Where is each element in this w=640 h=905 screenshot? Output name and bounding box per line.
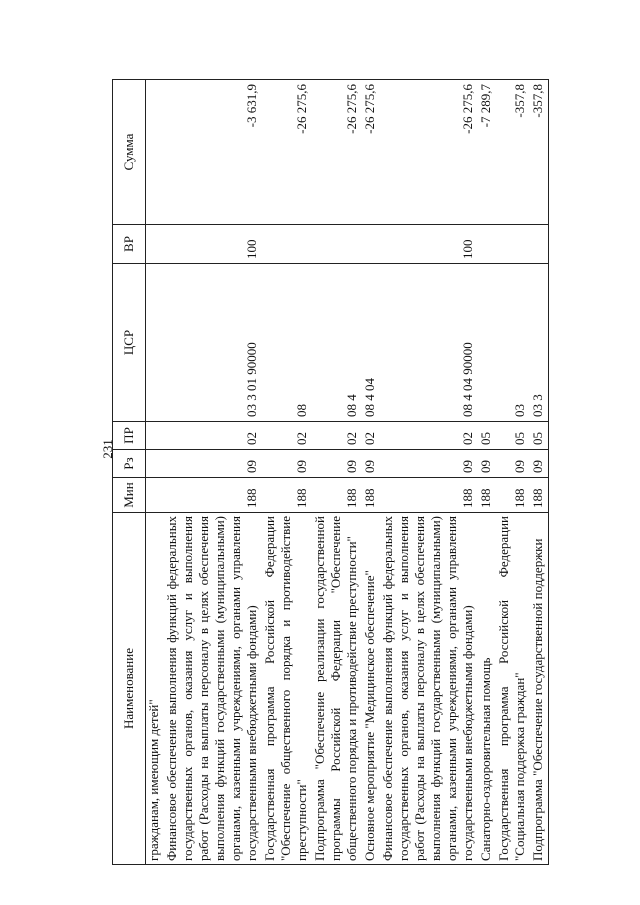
- row-name: Подпрограмма "Обеспечение реализации государственной программы Российской Федерации "Обеспечение общественного порядка и противодействие преступности": [312, 513, 362, 865]
- row-vr: [530, 225, 549, 264]
- row-csr: [478, 264, 496, 422]
- row-min: 188: [312, 478, 362, 513]
- row-pr: 05: [496, 422, 530, 450]
- row-name: гражданам, имеющим детей": [146, 513, 165, 865]
- row-sum: -3 631,9: [164, 80, 262, 225]
- row-csr: 08 4: [312, 264, 362, 422]
- row-rz: 09: [496, 450, 530, 478]
- row-vr: 100: [164, 225, 262, 264]
- row-min: 188: [362, 478, 380, 513]
- row-pr: [146, 422, 165, 450]
- row-min: 188: [530, 478, 549, 513]
- header-min: Мин: [113, 478, 146, 513]
- row-csr: 08: [262, 264, 312, 422]
- row-vr: [146, 225, 165, 264]
- row-csr: 03 3: [530, 264, 549, 422]
- row-csr: [146, 264, 165, 422]
- row-sum: [146, 80, 165, 225]
- table-row: [262, 80, 312, 865]
- row-sum: -26 275,6: [380, 80, 478, 225]
- table-row: [164, 80, 262, 865]
- row-name: Подпрограмма "Обеспечение государственной поддержки: [530, 513, 549, 865]
- header-vr: ВР: [113, 225, 146, 264]
- row-min: 188: [380, 478, 478, 513]
- table-row: [496, 80, 530, 865]
- table-row: [530, 80, 549, 865]
- header-name: Наименование: [113, 513, 146, 865]
- header-csr: ЦСР: [113, 264, 146, 422]
- row-vr: [262, 225, 312, 264]
- row-rz: 09: [262, 450, 312, 478]
- row-min: [146, 478, 165, 513]
- row-rz: 09: [530, 450, 549, 478]
- row-sum: -26 275,6: [362, 80, 380, 225]
- row-pr: 05: [478, 422, 496, 450]
- row-name: Основное мероприятие "Медицинское обеспечение": [362, 513, 380, 865]
- row-rz: 09: [362, 450, 380, 478]
- row-sum: -26 275,6: [312, 80, 362, 225]
- row-name: Финансовое обеспечение выполнения функций федеральных государственных органов, оказания услуг и выполнения работ (Расходы на выплаты персоналу в целях обеспечения выполнения функций государственными (муниципальными) органами, казенными учреждениями, органами управления государственными внебюджетными фондами): [164, 513, 262, 865]
- row-vr: [496, 225, 530, 264]
- row-rz: [146, 450, 165, 478]
- row-min: 188: [262, 478, 312, 513]
- row-pr: 02: [312, 422, 362, 450]
- budget-table: [112, 79, 549, 865]
- table-row: [362, 80, 380, 865]
- header-pr: ПР: [113, 422, 146, 450]
- row-csr: 08 4 04: [362, 264, 380, 422]
- row-pr: 02: [362, 422, 380, 450]
- row-sum: -357,8: [530, 80, 549, 225]
- row-vr: 100: [380, 225, 478, 264]
- row-min: 188: [164, 478, 262, 513]
- row-rz: 09: [478, 450, 496, 478]
- row-min: 188: [496, 478, 530, 513]
- table-row: [146, 80, 165, 865]
- row-sum: -26 275,6: [262, 80, 312, 225]
- header-rz: Рз: [113, 450, 146, 478]
- row-rz: 09: [312, 450, 362, 478]
- row-pr: 02: [164, 422, 262, 450]
- row-sum: -357,8: [496, 80, 530, 225]
- row-vr: [478, 225, 496, 264]
- page-number: 231: [100, 439, 115, 459]
- row-name: Государственная программа Российской Федерации "Обеспечение общественного порядка и противодействие преступности": [262, 513, 312, 865]
- row-pr: 05: [530, 422, 549, 450]
- table-row: [312, 80, 362, 865]
- header-row: [113, 80, 146, 865]
- row-pr: 02: [380, 422, 478, 450]
- table-row: [478, 80, 496, 865]
- row-sum: -7 289,7: [478, 80, 496, 225]
- row-vr: [312, 225, 362, 264]
- row-csr: 03 3 01 90000: [164, 264, 262, 422]
- row-min: 188: [478, 478, 496, 513]
- header-sum: Сумма: [113, 80, 146, 225]
- row-name: Санаторно-оздоровительная помощь: [478, 513, 496, 865]
- row-rz: 09: [164, 450, 262, 478]
- row-vr: [362, 225, 380, 264]
- row-rz: 09: [380, 450, 478, 478]
- table-row: [380, 80, 478, 865]
- rotated-page: [112, 80, 600, 865]
- row-pr: 02: [262, 422, 312, 450]
- row-name: Государственная программа Российской Федерации "Социальная поддержка граждан": [496, 513, 530, 865]
- row-csr: 03: [496, 264, 530, 422]
- row-name: Финансовое обеспечение выполнения функций федеральных государственных органов, оказания услуг и выполнения работ (Расходы на выплаты персоналу в целях обеспечения выполнения функций государственными (муниципальными) органами, казенными учреждениями, органами управления государственными внебюджетными фондами): [380, 513, 478, 865]
- row-csr: 08 4 04 90000: [380, 264, 478, 422]
